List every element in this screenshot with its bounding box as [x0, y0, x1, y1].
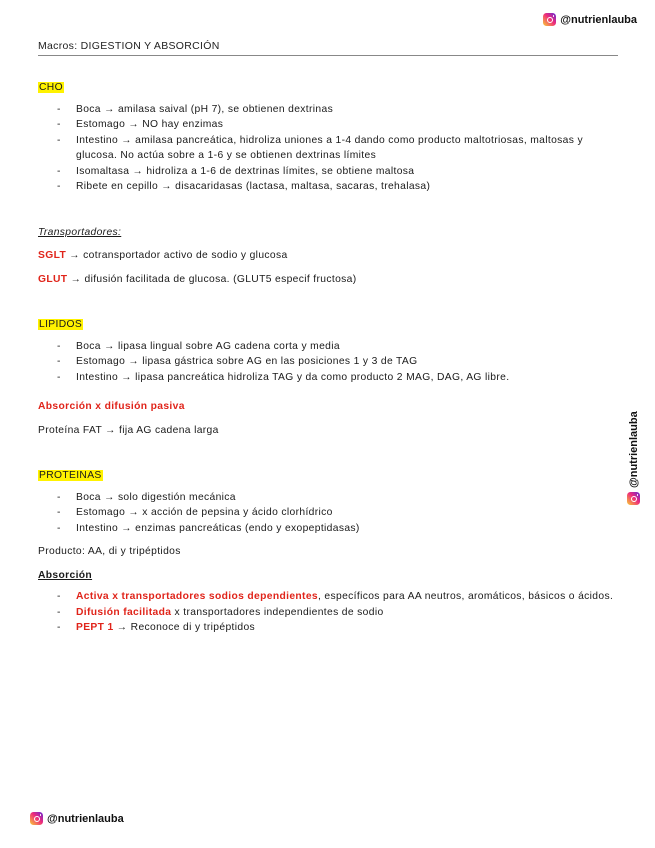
list-item: - Boca → lipasa lingual sobre AG cadena corta y media: [38, 339, 618, 355]
list-item: [38, 620, 618, 636]
cho-list: [38, 102, 618, 195]
sglt-line: [38, 248, 618, 264]
transportadores-heading: Transportadores:: [38, 226, 122, 238]
glut-line: [38, 272, 618, 288]
page-title: Macros: DIGESTION Y ABSORCIÓN: [38, 40, 220, 52]
proteinas-absorcion-heading: Absorción: [38, 569, 93, 581]
brand-handle: @nutrienlauba: [560, 13, 637, 26]
header-divider: [38, 55, 618, 56]
list-item: - Boca → amilasa saival (pH 7), se obtienen dextrinas: [38, 102, 618, 118]
lipidos-list: [38, 339, 618, 386]
list-item: - Ribete en cepillo → disacaridasas (lactasa, maltasa, sacaras, trehalasa): [38, 179, 618, 195]
absorcion-label: Difusión facilitada: [76, 606, 172, 618]
content: [38, 80, 618, 636]
absorcion-text: x transportadores independientes de sodio: [171, 606, 384, 618]
brand-handle: @nutrienlauba: [627, 411, 640, 488]
sglt-text: → cotransportador activo de sodio y glucosa: [66, 250, 288, 261]
list-item: - Estomago → x acción de pepsina y ácido clorhídrico: [38, 505, 618, 521]
list-item: - Estomago → NO hay enzimas: [38, 117, 618, 133]
list-item: - Intestino → enzimas pancreáticas (endo y exopeptidasas): [38, 521, 618, 537]
instagram-icon: [30, 812, 43, 825]
list-item: [38, 605, 618, 621]
proteinas-list: [38, 490, 618, 537]
cho-heading: CHO: [39, 82, 63, 93]
brand-bottom: [30, 812, 124, 825]
absorcion-label: Activa x transportadores sodios dependientes: [76, 591, 318, 602]
section-proteinas: [38, 468, 618, 484]
lipidos-absorcion-heading: Absorción x difusión pasiva: [38, 401, 185, 412]
list-item: - Intestino → lipasa pancreática hidroliza TAG y da como producto 2 MAG, DAG, AG libre.: [38, 370, 618, 386]
brand-top: [543, 13, 637, 26]
lipidos-absorcion-text: Proteína FAT → fija AG cadena larga: [38, 424, 219, 436]
glut-label: GLUT: [38, 273, 68, 285]
proteinas-absorcion-list: [38, 589, 618, 636]
absorcion-text: → Reconoce di y tripéptidos: [113, 622, 256, 633]
list-item: - Intestino → amilasa pancreática, hidroliza uniones a 1-4 dando como producto maltotriosas, maltosas y glucosa. No actúa sobre a 1-6 y se obtienen dextrinas límites: [38, 133, 618, 164]
absorcion-label: PEPT 1: [76, 622, 114, 633]
instagram-icon: [543, 13, 556, 26]
absorcion-text: , específicos para AA neutros, aromáticos, básicos o ácidos.: [318, 591, 614, 602]
sglt-label: SGLT: [38, 250, 67, 261]
list-item: - Boca → solo digestión mecánica: [38, 490, 618, 506]
list-item: - Estomago → lipasa gástrica sobre AG en las posiciones 1 y 3 de TAG: [38, 354, 618, 370]
producto-line: Producto: AA, di y tripéptidos: [38, 546, 181, 557]
proteinas-heading: PROTEINAS: [39, 470, 102, 481]
brand-side: [627, 411, 640, 505]
section-cho: [38, 80, 618, 96]
brand-handle: @nutrienlauba: [47, 812, 124, 825]
instagram-icon: [627, 492, 640, 505]
list-item: [38, 589, 618, 605]
glut-text: → difusión facilitada de glucosa. (GLUT5 especif fructosa): [67, 273, 357, 285]
section-lipidos: [38, 317, 618, 333]
lipidos-heading: LIPIDOS: [39, 319, 83, 330]
list-item: - Isomaltasa → hidroliza a 1-6 de dextrinas límites, se obtiene maltosa: [38, 164, 618, 180]
